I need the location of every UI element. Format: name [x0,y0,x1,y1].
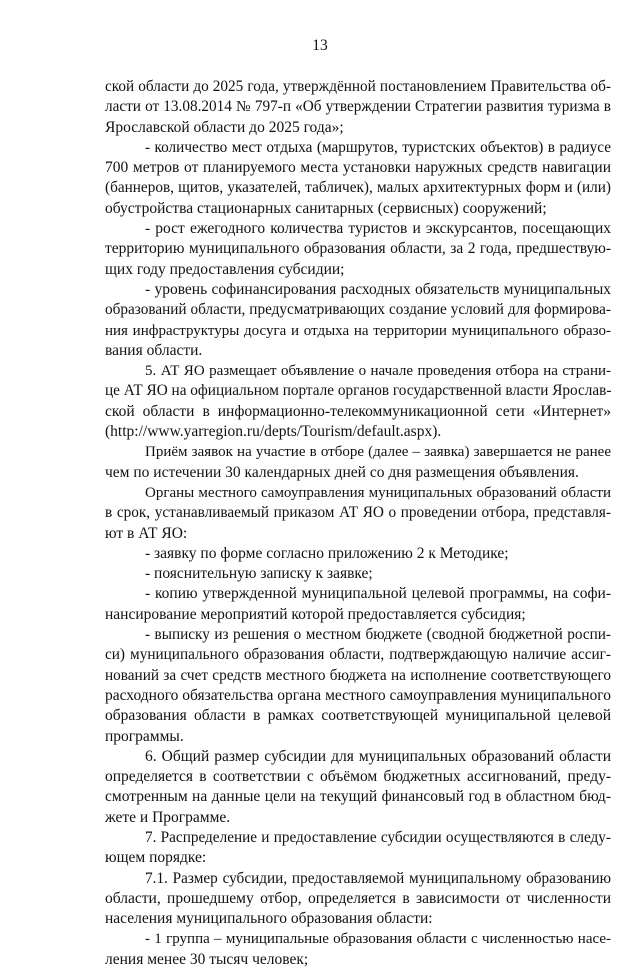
text-line: 7.1. Размер субсидии, предоставляемой муниципальному образованию [145,869,611,887]
text-line: 700 метров от планируемого места установки наружных средств навигации [105,159,611,177]
document-body [105,77,611,970]
text-line: це АТ ЯО на официальном портале органов государственной власти Ярослав- [105,382,612,400]
text-line: ющем порядке: [105,849,207,867]
text-line: образований области, предусматривающих создание условий для формирова- [105,301,611,319]
text-line: ской области до 2025 года, утверждённой постановлением Правительства об- [105,78,611,95]
text-line: си) муниципального образования области, подтверждающую наличие ассиг- [105,646,611,664]
text-line: ния инфраструктуры досуга и отдыха на территории муниципального образо- [105,322,611,339]
text-line: жете и Программе. [105,808,231,826]
text-line: ласти от 13.08.2014 № 797-п «Об утверждении Стратегии развития туризма в [105,98,611,116]
text-line: ют в АТ ЯО: [105,524,188,542]
text-line: - рост ежегодного количества туристов и экскурсантов, посещающих [145,220,611,238]
text-line: (баннеров, щитов, указателей, табличек), малых архитектурных форм и (или) [105,179,611,197]
text-line: 7. Распределение и предоставление субсидии осуществляются в следу- [145,828,611,846]
text-line: определяется в соответствии с объёмом бюджетных ассигнований, преду- [105,768,611,786]
text-line: - пояснительную записку к заявке; [145,565,373,583]
text-line: - уровень софинансирования расходных обязательств муниципальных [145,280,611,298]
text-line: территорию муниципального образования области, за 2 года, предшествую- [105,240,611,258]
text-line: в срок, устанавливаемый приказом АТ ЯО о проведении отбора, представля- [105,504,611,522]
text-line: 5. АТ ЯО размещает объявление о начале проведения отбора на страни- [145,363,611,380]
text-line: - копию утвержденной муниципальной целевой программы, на софи- [145,585,611,603]
text-line: - количество мест отдыха (маршрутов, туристских объектов) в радиусе [145,138,611,156]
text-line: области, прошедшему отбор, определяется в зависимости от численности [105,889,611,907]
text-line: смотренным на данные цели на текущий финансовый год в областном бюд- [105,788,611,806]
text-line: вания области. [105,341,203,359]
text-line: ления менее 30 тысяч человек; [105,950,309,968]
text-line: обустройства стационарных санитарных (сервисных) сооружений; [105,199,547,217]
text-line: Приём заявок на участие в отборе (далее – заявка) завершается не ранее [145,444,611,461]
text-line: щих году предоставления субсидии; [105,260,345,278]
text-line: расходного обязательства органа местного самоуправления муниципального [105,686,611,704]
text-line: (http://www.yarregion.ru/depts/Tourism/default.aspx). [105,423,442,441]
text-line: Ярославской области до 2025 года»; [105,118,344,136]
text-line: 6. Общий размер субсидии для муниципальных образований области [145,747,611,765]
text-line: программы. [105,727,184,745]
text-line: нансирование мероприятий которой предоставляется субсидия; [105,605,526,623]
text-line: образования области в рамках соответствующей муниципальной целевой [105,707,611,725]
text-line: Органы местного самоуправления муниципальных образований области [145,484,611,501]
text-line: нований за счет средств местного бюджета на исполнение соответствующего [105,666,611,684]
text-line: - 1 группа – муниципальные образования области с численностью насе- [145,931,611,948]
text-line: - заявку по форме согласно приложению 2 к Методике; [145,544,509,562]
text-line: чем по истечении 30 календарных дней со дня размещения объявления. [105,463,579,481]
text-line: населения муниципального образования области: [105,910,433,928]
text-line: - выписку из решения о местном бюджете (сводной бюджетной роспи- [145,626,611,644]
page-number: 13 [312,37,328,54]
text-line: ской области в информационно-телекоммуникационной сети «Интернет» [105,402,611,420]
